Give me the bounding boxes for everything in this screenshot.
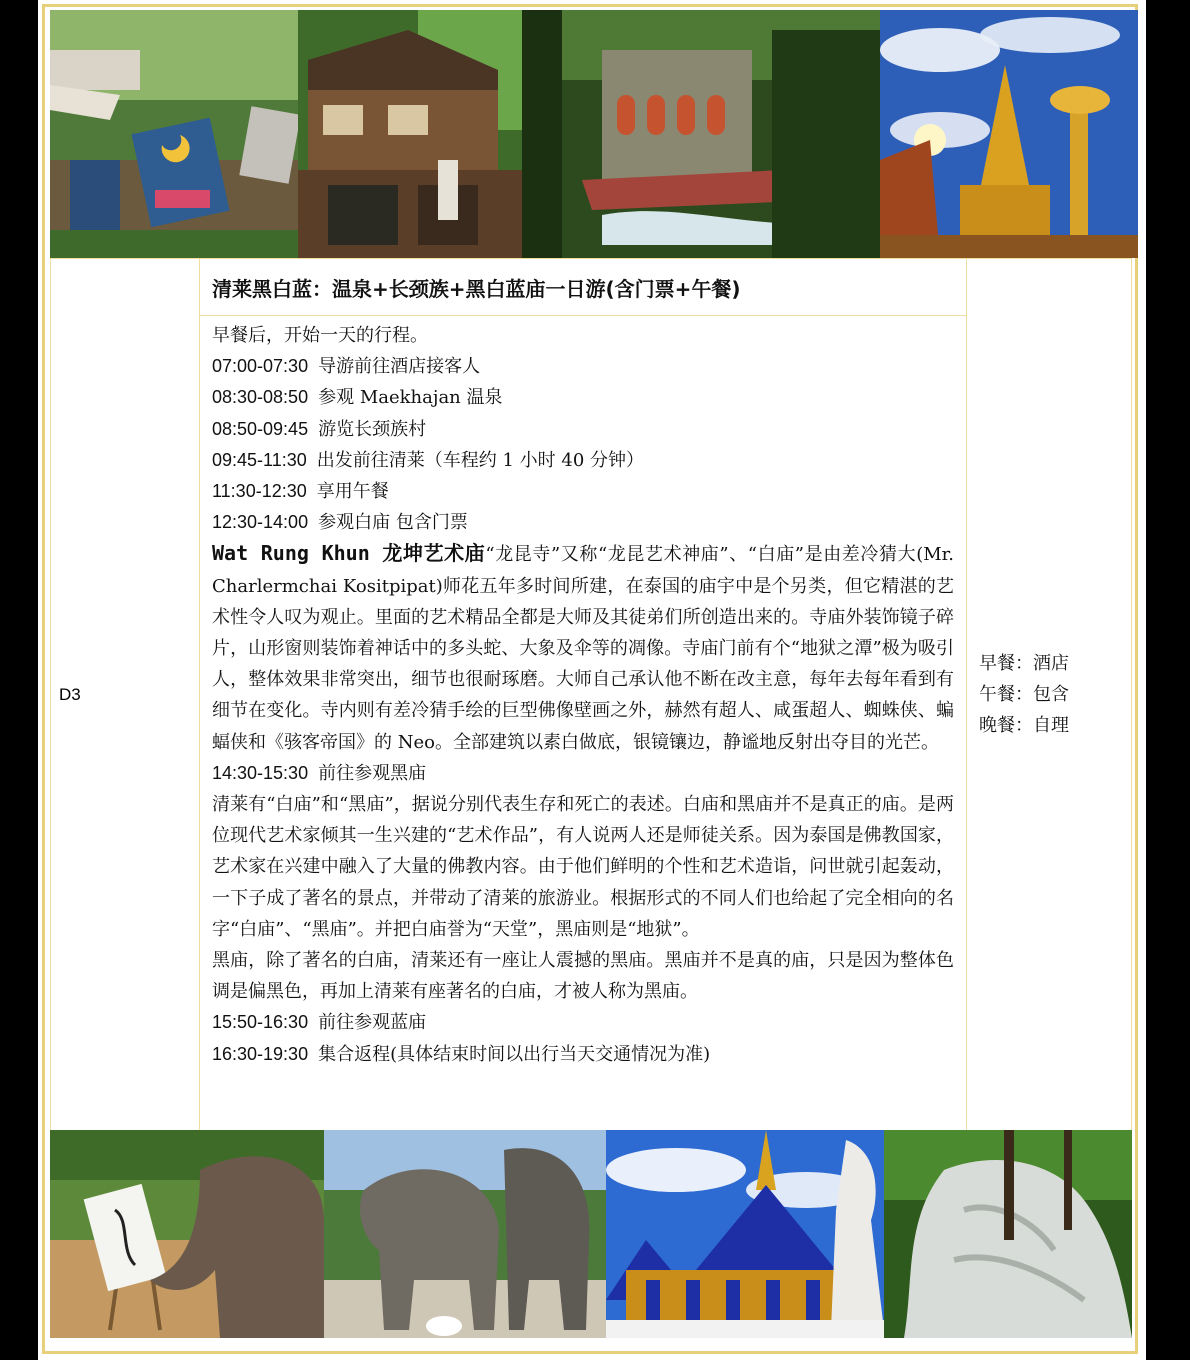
day-details <box>200 316 967 1131</box>
wooden-house-photo <box>298 10 522 258</box>
white-temple-description: Wat Rung Khun 龙坤艺术庙“龙昆寺”又称“龙昆艺术神庙”、“白庙”是由差冷猜大(Mr. Charlermchai Kositpipat)师花五年多时间所建，在泰国的庙宇中是个另类，但它精湛的艺术性令人叹为观止。里面的艺术精品全都是大师及其徒弟们所创造出来的。寺庙外装饰镜子碎片，山形窗则装饰着神话中的多头蛇、大象及伞等的凋像。寺庙门前有个“地狱之潭”极为吸引人，整体效果非常突出，细节也很耐琢磨。大师自己承认他不断在改主意，每年去每年看到有细节在变化。寺内则有差冷猜手绘的巨型佛像壁画之外，赫然有超人、咸蛋超人、蜘蛛侠、蝙蝠侠和《骇客帝国》的 Neo。全部建筑以素白做底，银镜镶边，静谧地反射出夺目的光芒。 <box>212 541 955 753</box>
black-temple-description-2: 黑庙，除了著名的白庙，清莱还有一座让人震撼的黑庙。黑庙并不是真的庙，只是因为整体色调是偏黑色，再加上清莱有座著名的白庙，才被人称为黑庙。 <box>212 950 954 1003</box>
black-temple-description: 清莱有“白庙”和“黑庙”，据说分别代表生存和死亡的表述。白庙和黑庙并不是真正的庙。是两位现代艺术家倾其一生兴建的“艺术作品”，有人说两人还是师徒关系。因为泰国是佛教国家，艺术家在兴建中融入了大量的佛教内容。由于他们鲜明的个性和艺术造诣，问世就引起轰动，一下子成了著名的景点，并带动了清莱的旅游业。根据形式的不同人们也给起了完全相向的名字“白庙”、“黑庙”。并把白庙誉为“天堂”，黑庙则是“地狱”。 <box>212 794 954 940</box>
day-title: 清莱黑白蓝：温泉+长颈族+黑白蓝庙一日游(含门票+午餐) <box>200 259 967 316</box>
schedule-item: 14:30-15:30 前往参观黑庙 <box>212 762 427 784</box>
top-photo-strip <box>50 10 1138 258</box>
day-label: D3 <box>51 259 200 1131</box>
white-temple-name: Wat Rung Khun 龙坤艺术庙 <box>212 541 486 566</box>
schedule-item: 09:45-11:30 出发前往清莱（车程约 1 小时 40 分钟） <box>212 449 644 471</box>
golden-pagoda-photo <box>880 10 1138 258</box>
dinner-info: 晚餐：自理 <box>979 715 1069 736</box>
meal-info <box>967 259 1132 1131</box>
schedule-item: 16:30-19:30 集合返程(具体结束时间以出行当天交通情况为准) <box>212 1043 711 1065</box>
sticky-waterfall-photo <box>884 1130 1132 1338</box>
elephants-photo <box>324 1130 606 1338</box>
schedule-item: 08:30-08:50 参观 Maekhajan 温泉 <box>212 387 503 409</box>
schedule-item: 08:50-09:45 游览长颈族村 <box>212 418 427 440</box>
intro-text: 早餐后，开始一天的行程。 <box>212 325 428 346</box>
elephant-painting-photo <box>50 1130 324 1338</box>
schedule-item: 12:30-14:00 参观白庙 包含门票 <box>212 512 468 534</box>
schedule-item: 07:00-07:30 导游前往酒店接客人 <box>212 356 481 378</box>
itinerary-table <box>50 258 1132 1131</box>
blue-temple-photo <box>606 1130 884 1338</box>
art-market-photo <box>50 10 298 258</box>
bottom-photo-strip <box>50 1130 1132 1338</box>
itinerary-page <box>38 0 1146 1360</box>
lunch-info: 午餐：包含 <box>979 684 1069 705</box>
breakfast-info: 早餐：酒店 <box>979 653 1069 674</box>
schedule-item: 11:30-12:30 享用午餐 <box>212 481 389 503</box>
old-temple-photo <box>522 10 880 258</box>
schedule-item: 15:50-16:30 前往参观蓝庙 <box>212 1012 427 1034</box>
